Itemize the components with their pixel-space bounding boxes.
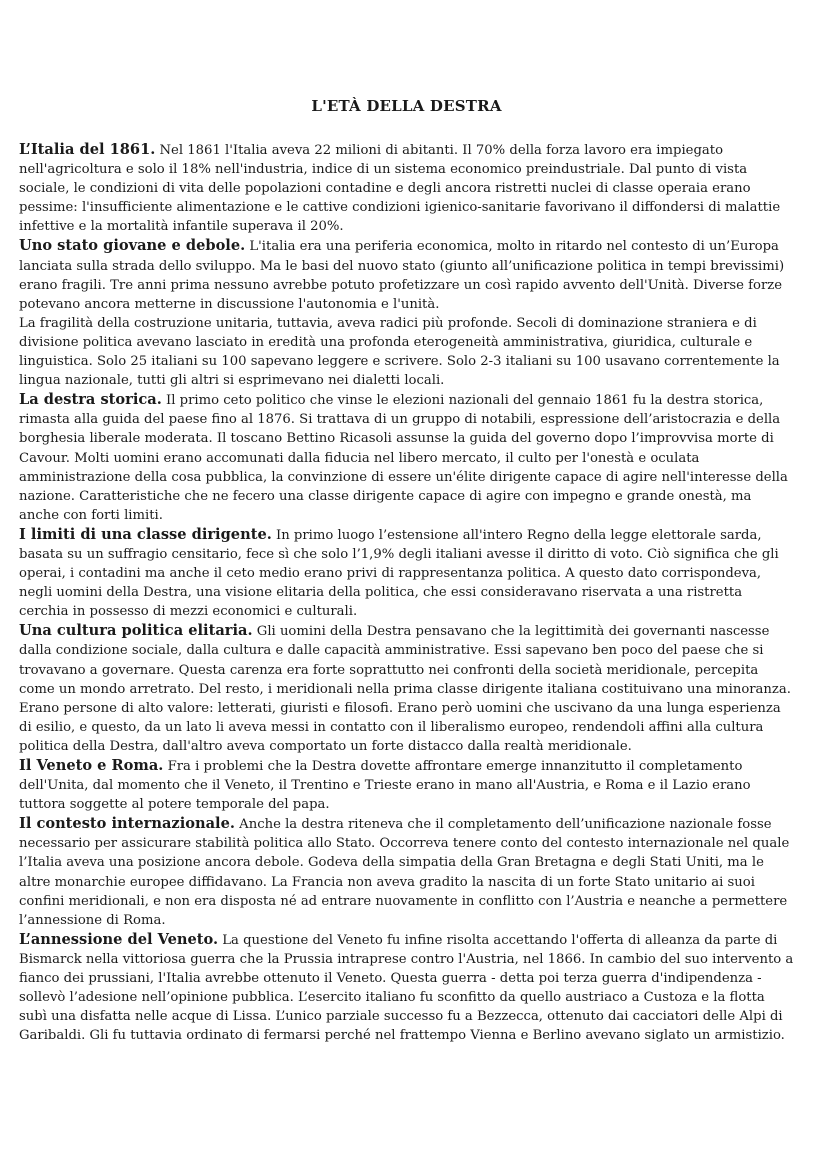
section-stato-giovane [19,236,794,313]
section-italia-1861 [19,140,794,236]
section-annessione-veneto [19,930,794,1046]
page-title: L'ETÀ DELLA DESTRA [311,97,502,115]
section-veneto-roma [19,756,794,814]
section-heading: L’Italia del 1861. [19,141,156,158]
section-heading: Una cultura politica elitaria. [19,622,253,640]
section-contesto-internazionale [19,814,794,930]
section-text: La questione del Veneto fu infine risolta accettando l'offerta di alleanza da parte di Bismarck nella vittoriosa guerra che la Prussia intraprese contro l'Austria, nel 1866. In cambio del suo intervento a fianco dei prussiani, l'Italia avrebbe ottenuto il Veneto. Questa guerra - detta poi terza guerra d'indipendenza - sollevò l’adesione nell’opinione pubblica. L’esercito italiano fu sconfitto da quello austriaco a Custoza e la flotta subì una disfatta nelle acque di Lissa. L’unico parziale successo fu a Bezzecca, ottenuto dai cacciatori delle Alpi di Garibaldi. Gli fu tuttavia ordinato di fermarsi perché nel frattempo Vienna e Berlino avevano siglato un armistizio. [19,932,794,1044]
section-destra-storica [19,390,794,525]
section-text: Anche la destra riteneva che il completamento dell’unificazione nazionale fosse necessario per assicurare stabilità politica allo Stato. Occorreva tenere conto del contesto internazionale nel quale l’Italia aveva una posizione ancora debole. Godeva della simpatia della Gran Bretagna e degli Stati Uniti, ma le altre monarchie europee diffidavano. La Francia non aveva gradito la nascita di un forte Stato unitario ai suoi confini meridionali, e non era disposta né ad entrare nuovamente in conflitto con l’Austria e neanche a permettere l’annessione di Roma. [19,817,790,928]
section-fragilita [19,314,794,390]
section-cultura-elitaria [19,621,794,756]
section-heading: I limiti di una classe dirigente. [19,525,272,543]
section-heading: L’annessione del Veneto. [19,930,219,948]
section-heading: Uno stato giovane e debole. [19,237,246,255]
section-heading: Il contesto internazionale. [19,815,235,833]
section-text: Nel 1861 l'Italia aveva 22 milioni di abitanti. Il 70% della forza lavoro era impiegato nell'agricoltura e solo il 18% nell'industria, indice di un sistema economico preindustriale. Dal punto di vista sociale, le condizioni di vita delle popolazioni contadine e degli ancora ristretti nuclei di classe operaia erano pessime: l'insufficiente alimentazione e le cattive condizioni igienico-sanitarie favorivano il diffondersi di malattie infettive e la mortalità infantile superava il 20%. [19,143,781,235]
section-text: In primo luogo l’estensione all'intero Regno della legge elettorale sarda, basata su un suffragio censitario, fece sì che solo l’1,9% degli italiani avesse il diritto di voto. Ciò significa che gli operai, i contadini ma anche il ceto medio erano privi di rappresentanza politica. A questo dato corrispondeva, negli uomini della Destra, una visione elitaria della politica, che essi consideravano riservata a una ristretta cerchia in possesso di mezzi economici e culturali. [19,527,779,620]
section-text: Gli uomini della Destra pensavano che la legittimità dei governanti nascesse dalla condizione sociale, dalla cultura e dalle capacità amministrative. Essi sapevano ben poco del paese che si trovavano a governare. Questa carenza era forte soprattutto nei confronti della società meridionale, percepita come un mondo arretrato. Del resto, i meridionali nella prima classe dirigente italiana costituivano una minoranza. Erano persone di alto valore: letterati, giuristi e filosofi. Erano però uomini che uscivano da una lunga esperienza di esilio, e questo, da un lato li aveva messi in contatto con il liberalismo europeo, rendendoli affini alla cultura politica della Destra, dall'altro aveva comportato un forte distacco dalla realtà meridionale. [19,624,791,754]
section-limiti-classe-dirigente [19,525,794,621]
section-text: Fra i problemi che la Destra dovette affrontare emerge innanzitutto il completamento dell'Unita, dal momento che il Veneto, il Trentino e Trieste erano in mano all'Austria, e Roma e il Lazio erano tuttora soggette al potere temporale del papa. [19,759,751,813]
section-text: L'italia era una periferia economica, molto in ritardo nel contesto di un’Europa lanciata sulla strada dello sviluppo. Ma le basi del nuovo stato (giunto all’unificazione politica in tempi brevissimi) erano fragili. Tre anni prima nessuno avrebbe potuto profetizzare un così rapido avvento dell'Unità. Diverse forze potevano ancora metterne in discussione l'autonomia e l'unità. [19,239,785,312]
section-text: La fragilità della costruzione unitaria, tuttavia, aveva radici più profonde. Secoli di dominazione straniera e di divisione politica avevano lasciato in eredità una profonda eterogeneità amministrativa, giuridica, culturale e linguistica. Solo 25 italiani su 100 sapevano leggere e scrivere. Solo 2-3 italiani su 100 usavano correntemente la lingua nazionale, tutti gli altri si esprimevano nei dialetti locali. [19,315,780,389]
section-text: Il primo ceto politico che vinse le elezioni nazionali del gennaio 1861 fu la destra storica, rimasta alla guida del paese fino al 1876. Si trattava di un gruppo di notabili, espressione dell’aristocrazia e della borghesia liberale moderata. Il toscano Bettino Ricasoli assunse la guida del governo dopo l’improvvisa morte di Cavour. Molti uomini erano accomunati dalla fiducia nel libero mercato, il culto per l'onestà e oculata amministrazione della cosa pubblica, la convinzione di essere un'élite dirigente capace di agire nell'interesse della nazione. Caratteristiche che ne fecero una classe dirigente capace di agire con impegno e grande onestà, ma anche con forti limiti. [19,393,788,523]
section-heading: La destra storica. [19,391,162,409]
section-heading: Il Veneto e Roma. [19,757,164,774]
